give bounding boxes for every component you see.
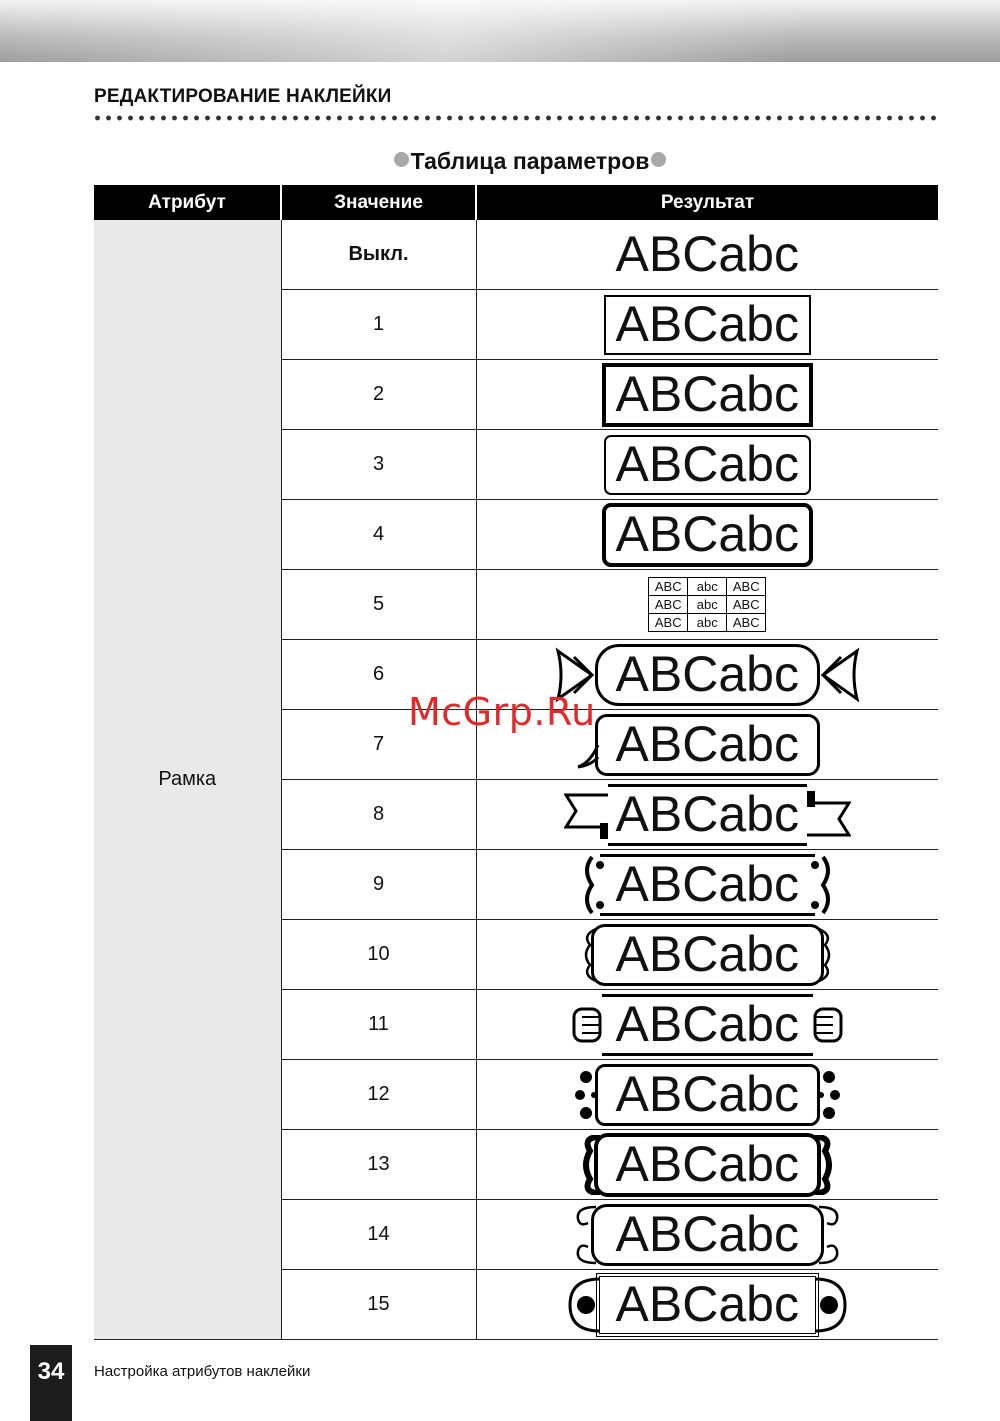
candy-wrap-right-icon <box>821 647 861 703</box>
result-cell <box>476 360 938 430</box>
hand-right-icon <box>811 997 843 1053</box>
ornament-left-icon <box>580 855 604 915</box>
dotted-divider <box>92 114 938 122</box>
frame-sample-12 <box>595 1064 820 1126</box>
table-row <box>94 220 938 290</box>
page-number: 34 <box>30 1345 72 1421</box>
grid-cell: ABC <box>649 614 688 632</box>
result-cell <box>476 1200 938 1270</box>
swirl-right-icon <box>817 1203 843 1267</box>
result-cell <box>476 990 938 1060</box>
column-header-value: Значение <box>281 185 476 220</box>
result-cell <box>476 220 938 290</box>
sample-text: ABCabc <box>615 925 799 982</box>
result-cell <box>476 1130 938 1200</box>
value-cell: 11 <box>281 990 476 1060</box>
ribbon-left-icon <box>564 787 608 843</box>
grid-cell: ABC <box>727 614 766 632</box>
bracket-right-icon <box>813 1135 835 1195</box>
grid-cell: abc <box>688 578 727 596</box>
result-cell <box>476 430 938 500</box>
value-cell: 3 <box>281 430 476 500</box>
result-cell <box>476 850 938 920</box>
value-cell: 13 <box>281 1130 476 1200</box>
sample-text: ABCabc <box>615 645 799 702</box>
value-cell: 12 <box>281 1060 476 1130</box>
table-title <box>0 148 1000 175</box>
result-cell <box>476 500 938 570</box>
flower-right-icon <box>815 1065 843 1125</box>
frame-sample-14 <box>591 1204 824 1266</box>
swirl-left-icon <box>572 1203 598 1267</box>
value-cell: 15 <box>281 1270 476 1340</box>
bullet-icon <box>394 152 409 167</box>
result-cell <box>476 1060 938 1130</box>
section-title: РЕДАКТИРОВАНИЕ НАКЛЕЙКИ <box>94 86 392 107</box>
value-cell: 4 <box>281 500 476 570</box>
sample-text: ABCabc <box>615 1135 799 1192</box>
value-cell: 6 <box>281 640 476 710</box>
ribbon-right-icon <box>807 787 851 843</box>
value-cell: 7 <box>281 710 476 780</box>
grid-cell: ABC <box>649 578 688 596</box>
grid-cell: abc <box>688 614 727 632</box>
result-cell <box>476 920 938 990</box>
speech-tail-icon <box>576 741 600 771</box>
bullet-icon <box>651 152 666 167</box>
hand-left-icon <box>572 997 604 1053</box>
frame-sample-7 <box>595 714 820 776</box>
flower-left-icon <box>572 1065 600 1125</box>
frame-sample-8 <box>608 784 807 846</box>
value-cell: 1 <box>281 290 476 360</box>
footer-text: Настройка атрибутов наклейки <box>94 1363 311 1380</box>
bracket-left-icon <box>580 1135 602 1195</box>
grid-cell: abc <box>688 596 727 614</box>
result-cell <box>476 290 938 360</box>
grid-cell: ABC <box>649 596 688 614</box>
medallion-right-icon <box>813 1275 849 1335</box>
scroll-right-icon <box>817 925 835 985</box>
frame-sample-3: ABCabc <box>604 435 811 495</box>
sample-text: ABCabc <box>615 1065 799 1122</box>
sample-text: ABCabc <box>615 995 799 1052</box>
watermark: McGrp.Ru <box>408 690 596 734</box>
medallion-left-icon <box>566 1275 602 1335</box>
result-cell <box>476 570 938 640</box>
table-title-text: Таблица параметров <box>410 148 650 174</box>
result-cell <box>476 1270 938 1340</box>
grid-cell: ABC <box>727 596 766 614</box>
top-header-band <box>0 0 1000 62</box>
value-cell: 5 <box>281 570 476 640</box>
sample-text: ABCabc <box>615 1205 799 1262</box>
value-cell: 2 <box>281 360 476 430</box>
frame-sample-4: ABCabc <box>602 503 813 567</box>
value-cell: 9 <box>281 850 476 920</box>
ornament-right-icon <box>811 855 835 915</box>
value-cell: 10 <box>281 920 476 990</box>
sample-text: ABCabc <box>615 785 799 842</box>
frame-sample-2: ABCabc <box>602 363 813 427</box>
parameter-table <box>94 185 938 1340</box>
frame-sample-10 <box>591 924 824 986</box>
frame-sample-5-grid <box>648 577 766 632</box>
sample-text: ABCabc <box>615 715 799 772</box>
frame-sample-11 <box>602 994 813 1056</box>
frame-sample-1: ABCabc <box>604 295 811 355</box>
sample-text: ABCabc <box>615 1275 799 1332</box>
value-cell: 14 <box>281 1200 476 1270</box>
frame-sample-9 <box>600 854 815 916</box>
frame-sample-13 <box>594 1133 821 1197</box>
frame-sample-15 <box>596 1273 819 1337</box>
attribute-cell: Рамка <box>94 220 281 1340</box>
column-header-result: Результат <box>476 185 938 220</box>
value-cell: 8 <box>281 780 476 850</box>
scroll-left-icon <box>580 925 598 985</box>
sample-text: ABCabc <box>615 855 799 912</box>
frame-sample-6 <box>595 644 820 706</box>
value-cell: Выкл. <box>281 220 476 290</box>
frame-sample-off: ABCabc <box>615 225 799 282</box>
column-header-attribute: Атрибут <box>94 185 281 220</box>
result-cell <box>476 780 938 850</box>
table-header-row <box>94 185 938 220</box>
grid-cell: ABC <box>727 578 766 596</box>
